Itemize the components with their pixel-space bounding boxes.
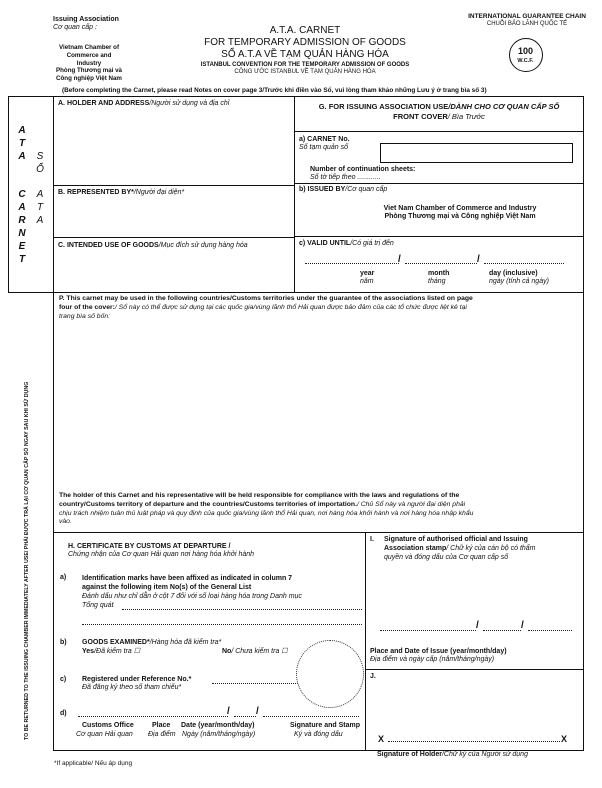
issued-by-value: Viet Nam Chamber of Commerce and Industry Phòng Thương mại và Công nghiệp Việt Nam — [383, 205, 537, 221]
section-g-association-use: G. FOR ISSUING ASSOCIATION USE/DÀNH CHO CƠ QUAN CẤP SỔ FRONT COVER/ Bìa Trước — [318, 102, 560, 122]
valid-year: year năm — [360, 270, 375, 286]
carnet-letters: C A R N E T — [18, 189, 26, 265]
ata-letters: A T A — [18, 125, 26, 162]
guarantee-chain: INTERNATIONAL GUARANTEE CHAIN CHUỖI BẢO LÃNH QUỐC TẾ — [468, 13, 586, 27]
customs-stamp-circle — [296, 640, 364, 708]
signature-stamp-label-vi: Ký và đóng dấu — [294, 731, 343, 738]
valid-until-label: c) VALID UNTIL/Có giá trị đến — [299, 240, 394, 247]
signature-x-left: X — [378, 734, 385, 744]
issuer-name: Vietnam Chamber of Commerce and Industry Phòng Thương mại và Công nghiệp Việt Nam — [56, 44, 122, 82]
signature-of-holder: Signature of Holder/Chữ ký của Người sử dụng — [377, 751, 528, 758]
section-i-signature: Signature of authorised official and Issuing Association stamp/ Chữ ký của cán bộ có thẩm quyền và đóng dấu của Cơ quan cấp số — [384, 536, 536, 561]
h-c-label: c) — [60, 676, 67, 683]
date-label: Date (year/month/day) — [181, 722, 255, 729]
section-h-customs-cert: H. CERTIFICATE BY CUSTOMS AT DEPARTURE / Chứng nhận của Cơ quan Hải quan nơi hàng hóa khởi hành — [68, 543, 255, 559]
h-b-label: b) — [60, 639, 67, 646]
section-c-intended-use: C. INTENDED USE OF GOODS/Mục đích sử dụng hàng hóa — [58, 242, 248, 249]
identification-marks: Identification marks have been affixed as indicated in column 7 against the following item No(s) of the General List Đánh dấu như chỉ dẫn ở cột 7 đối với số loại hàng hóa trong Danh mục Tổng quát — [82, 575, 302, 610]
valid-day: day (inclusive) ngày (tính cả ngày) — [489, 270, 549, 286]
goods-examined: GOODS EXAMINED*/Hàng hóa đã kiểm tra* — [82, 639, 222, 646]
section-i-label: I. — [370, 536, 374, 543]
customs-office-label-vi: Cơ quan Hải quan — [76, 731, 133, 738]
wcf-logo: 100 W.C.F. — [509, 38, 543, 72]
reference-number: Registered under Reference No.* Đã đăng ký theo số tham chiếu* — [82, 676, 192, 692]
h-d-label: d) — [60, 710, 67, 717]
date-label-vi: Ngày (năm/tháng/ngày) — [182, 731, 256, 738]
place-date-of-issue: Place and Date of Issue (year/month/day) Địa điểm và ngày cấp (năm/tháng/ngày) — [370, 648, 507, 664]
continuation-sheets: Number of continuation sheets: Số tờ tiếp theo ............ — [310, 166, 416, 182]
return-instruction: TO BE RETURNED TO THE ISSUING CHAMBER IMMEDIATELY AFTER USE/ PHẢI ĐƯỢC TRẢ LẠI CƠ QUAN CẤP SỔ NGAY SAU KHI SỬ DỤNG — [24, 381, 30, 740]
customs-office-label: Customs Office — [82, 722, 134, 729]
footnote: *If applicable/ Nếu áp dụng — [54, 760, 133, 767]
h-a-label: a) — [60, 574, 67, 581]
section-j-label: J. — [370, 673, 376, 680]
issued-by-label: b) ISSUED BY/Cơ quan cấp — [299, 186, 388, 193]
section-a-holder: A. HOLDER AND ADDRESS/Người sử dụng và địa chỉ — [58, 100, 230, 107]
instructions-note: (Before completing the Carnet, please read Notes on cover page 3/Trước khi điền vào Sổ, vui lòng tham khảo những Lưu ý ở trang bìa số 3) — [62, 87, 487, 94]
ata-vi-letters: A T A — [36, 189, 44, 226]
valid-month: month tháng — [428, 270, 450, 286]
signature-stamp-label: Signature and Stamp — [290, 722, 361, 729]
issuing-association-label: Issuing Association Cơ quan cấp : — [53, 16, 119, 32]
document-title: A.T.A. CARNET FOR TEMPORARY ADMISSION OF GOODS SỔ A.T.A VỀ TẠM QUẢN HÀNG HÓA ISTANBUL CONVENTION FOR THE TEMPORARY ADMISSION OF GOODS CÔNG ƯỚC ISTANBUL VỀ TẠM QUẢN HÀNG HÓA — [200, 25, 410, 76]
holder-responsibility: The holder of this Carnet and his representative will be held responsible for compliance with the laws and regulations of the country/Customs territory of departure and the countries/Customs territories of importation./ Chủ Sổ này và người đại diện phải chịu trách nhiệm tuân thủ luật pháp và quy định của quốc gia/vùng lãnh thổ Hải quan, nơi hàng hóa khởi hành và nơi hàng hóa nhập khẩu vào. — [59, 492, 474, 526]
so-letters: S Ổ — [36, 151, 44, 175]
section-b-represented: B. REPRESENTED BY*/Người đại diện* — [58, 189, 185, 196]
signature-x-right: X — [561, 734, 568, 744]
goods-examined-yes[interactable]: Yes/Đã kiểm tra ☐ — [82, 648, 141, 655]
section-p-countries: P. This carnet may be used in the following countries/Customs territories under the guarantee of the associations listed on page four of the cover:/ Sổ này có thể được sử dụng tại các quốc gia/vùng lãnh thổ Hải quan được bảo đảm của các tổ chức được liệt kê tại trang bìa số bốn: — [59, 295, 473, 320]
goods-examined-no[interactable]: No/ Chưa kiểm tra ☐ — [222, 648, 288, 655]
carnet-number-label: a) CARNET No. Số tạm quản số — [299, 136, 350, 152]
place-label: Place — [152, 722, 171, 729]
place-label-vi: Địa điểm — [148, 731, 176, 738]
carnet-number-box[interactable] — [380, 143, 573, 163]
